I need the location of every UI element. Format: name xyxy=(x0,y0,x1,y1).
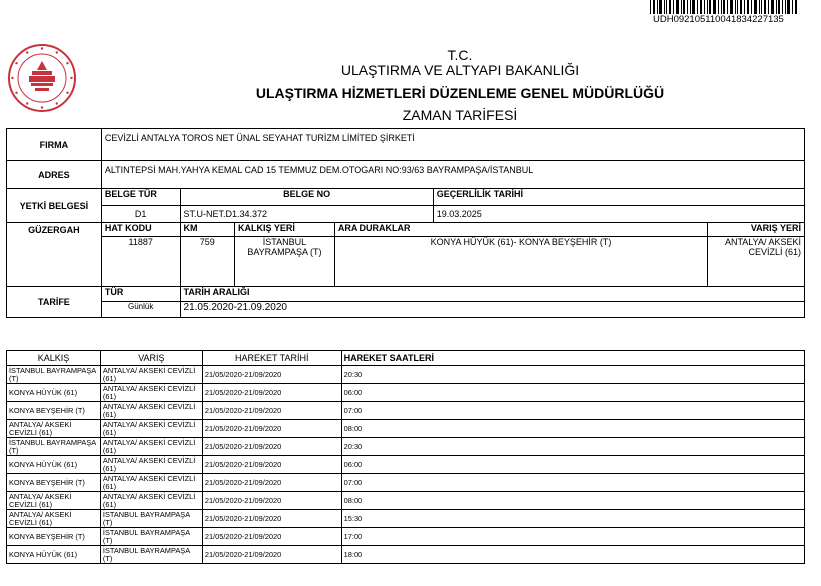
ara-duraklar-label: ARA DURAKLAR xyxy=(334,223,707,237)
tarih-araligi-label: TARİH ARALIĞI xyxy=(180,287,804,302)
gecerlilik-label: GEÇERLİLİK TARİHİ xyxy=(433,189,804,206)
varis-cell: ANTALYA/ AKSEKİ CEVİZLİ (61) xyxy=(100,492,202,510)
header-ministry: ULAŞTIRMA VE ALTYAPI BAKANLIĞI xyxy=(340,62,580,78)
saat-cell: 06:00 xyxy=(341,456,804,474)
belge-no-label: BELGE NO xyxy=(180,189,433,206)
table-row xyxy=(7,384,805,402)
document-code: UDH092105110041834227135 xyxy=(653,14,784,25)
kalkis-cell: ANTALYA/ AKSEKİ CEVİZLİ (61) xyxy=(7,510,101,528)
schedule-header-varis: VARIŞ xyxy=(100,351,202,366)
varis-cell: İSTANBUL BAYRAMPAŞA (T) xyxy=(100,510,202,528)
table-row xyxy=(7,528,805,546)
saat-cell: 08:00 xyxy=(341,420,804,438)
kalkis-cell: İSTANBUL BAYRAMPAŞA (T) xyxy=(7,438,101,456)
km-value: 759 xyxy=(180,237,234,287)
saat-cell: 20:30 xyxy=(341,438,804,456)
tarih-cell: 21/05/2020-21/09/2020 xyxy=(202,402,341,420)
varis-yeri-label: VARIŞ YERİ xyxy=(708,223,805,237)
kalkis-yeri-value: İSTANBUL BAYRAMPAŞA (T) xyxy=(234,237,334,287)
header-line-tc: T.C. xyxy=(447,47,473,63)
yetki-label: YETKİ BELGESİ xyxy=(7,189,102,223)
saat-cell: 06:00 xyxy=(341,384,804,402)
tarih-cell: 21/05/2020-21/09/2020 xyxy=(202,456,341,474)
tarih-cell: 21/05/2020-21/09/2020 xyxy=(202,420,341,438)
saat-cell: 20:30 xyxy=(341,366,804,384)
saat-cell: 17:00 xyxy=(341,528,804,546)
adres-value: ALTINTEPSİ MAH.YAHYA KEMAL CAD 15 TEMMUZ DEM.OTOGARI NO:93/63 BAYRAMPAŞA/İSTANBUL xyxy=(101,161,804,189)
tarih-cell: 21/05/2020-21/09/2020 xyxy=(202,492,341,510)
belge-tur-value: D1 xyxy=(101,206,180,223)
table-row xyxy=(7,420,805,438)
varis-cell: ANTALYA/ AKSEKİ CEVİZLİ (61) xyxy=(100,456,202,474)
km-label: KM xyxy=(180,223,234,237)
kalkis-yeri-label: KALKIŞ YERİ xyxy=(234,223,334,237)
schedule-header-kalkis: KALKIŞ xyxy=(7,351,101,366)
adres-label: ADRES xyxy=(7,161,102,189)
tarife-tur-label: TÜR xyxy=(101,287,180,302)
saat-cell: 07:00 xyxy=(341,402,804,420)
varis-cell: ANTALYA/ AKSEKİ CEVİZLİ (61) xyxy=(100,420,202,438)
varis-cell: ANTALYA/ AKSEKİ CEVİZLİ (61) xyxy=(100,438,202,456)
table-row xyxy=(7,402,805,420)
saat-cell: 18:00 xyxy=(341,546,804,564)
page-title: ZAMAN TARİFESİ xyxy=(402,107,518,123)
firma-value: CEVİZLİ ANTALYA TOROS NET ÜNAL SEYAHAT TURİZM LİMİTED ŞİRKETİ xyxy=(101,129,804,161)
tarih-cell: 21/05/2020-21/09/2020 xyxy=(202,528,341,546)
varis-cell: İSTANBUL BAYRAMPAŞA (T) xyxy=(100,546,202,564)
varis-yeri-value: ANTALYA/ AKSEKİ CEVİZLİ (61) xyxy=(708,237,805,287)
varis-cell: İSTANBUL BAYRAMPAŞA (T) xyxy=(100,528,202,546)
kalkis-cell: ANTALYA/ AKSEKİ CEVİZLİ (61) xyxy=(7,492,101,510)
hat-kodu-value: 11887 xyxy=(101,237,180,287)
tarih-cell: 21/05/2020-21/09/2020 xyxy=(202,438,341,456)
ara-duraklar-value: KONYA HÜYÜK (61)- KONYA BEYŞEHİR (T) xyxy=(334,237,707,287)
schedule-table xyxy=(6,350,805,564)
varis-cell: ANTALYA/ AKSEKİ CEVİZLİ (61) xyxy=(100,384,202,402)
tarih-araligi-value: 21.05.2020-21.09.2020 xyxy=(180,302,804,318)
schedule-header-saat: HAREKET SAATLERİ xyxy=(341,351,804,366)
varis-cell: ANTALYA/ AKSEKİ CEVİZLİ (61) xyxy=(100,474,202,492)
gecerlilik-value: 19.03.2025 xyxy=(433,206,804,223)
firma-label: FIRMA xyxy=(7,129,102,161)
license-info-table xyxy=(6,128,805,318)
belge-no-value: ST.U-NET.D1.34.372 xyxy=(180,206,433,223)
tarih-cell: 21/05/2020-21/09/2020 xyxy=(202,510,341,528)
table-row xyxy=(7,366,805,384)
guzergah-label: GÜZERGAH xyxy=(7,223,102,287)
saat-cell: 15:30 xyxy=(341,510,804,528)
kalkis-cell: KONYA BEYŞEHİR (T) xyxy=(7,402,101,420)
hat-kodu-label: HAT KODU xyxy=(101,223,180,237)
saat-cell: 08:00 xyxy=(341,492,804,510)
tarih-cell: 21/05/2020-21/09/2020 xyxy=(202,384,341,402)
kalkis-cell: KONYA BEYŞEHİR (T) xyxy=(7,474,101,492)
kalkis-cell: KONYA HÜYÜK (61) xyxy=(7,456,101,474)
kalkis-cell: ANTALYA/ AKSEKİ CEVİZLİ (61) xyxy=(7,420,101,438)
kalkis-cell: KONYA BEYŞEHİR (T) xyxy=(7,528,101,546)
tarih-cell: 21/05/2020-21/09/2020 xyxy=(202,546,341,564)
ministry-seal-icon xyxy=(7,43,77,113)
barcode xyxy=(650,0,798,14)
table-row xyxy=(7,492,805,510)
varis-cell: ANTALYA/ AKSEKİ CEVİZLİ (61) xyxy=(100,402,202,420)
table-row xyxy=(7,510,805,528)
kalkis-cell: İSTANBUL BAYRAMPAŞA (T) xyxy=(7,366,101,384)
tarih-cell: 21/05/2020-21/09/2020 xyxy=(202,366,341,384)
header-directorate: ULAŞTIRMA HİZMETLERİ DÜZENLEME GENEL MÜDÜRLÜĞÜ xyxy=(255,85,665,101)
varis-cell: ANTALYA/ AKSEKİ CEVİZLİ (61) xyxy=(100,366,202,384)
tarife-label: TARİFE xyxy=(7,287,102,318)
kalkis-cell: KONYA HÜYÜK (61) xyxy=(7,384,101,402)
table-row xyxy=(7,438,805,456)
tarife-tur-value: Günlük xyxy=(101,302,180,318)
table-row xyxy=(7,546,805,564)
saat-cell: 07:00 xyxy=(341,474,804,492)
kalkis-cell: KONYA HÜYÜK (61) xyxy=(7,546,101,564)
table-row xyxy=(7,456,805,474)
schedule-header-tarih: HAREKET TARİHİ xyxy=(202,351,341,366)
tarih-cell: 21/05/2020-21/09/2020 xyxy=(202,474,341,492)
belge-tur-label: BELGE TÜR xyxy=(101,189,180,206)
table-row xyxy=(7,474,805,492)
